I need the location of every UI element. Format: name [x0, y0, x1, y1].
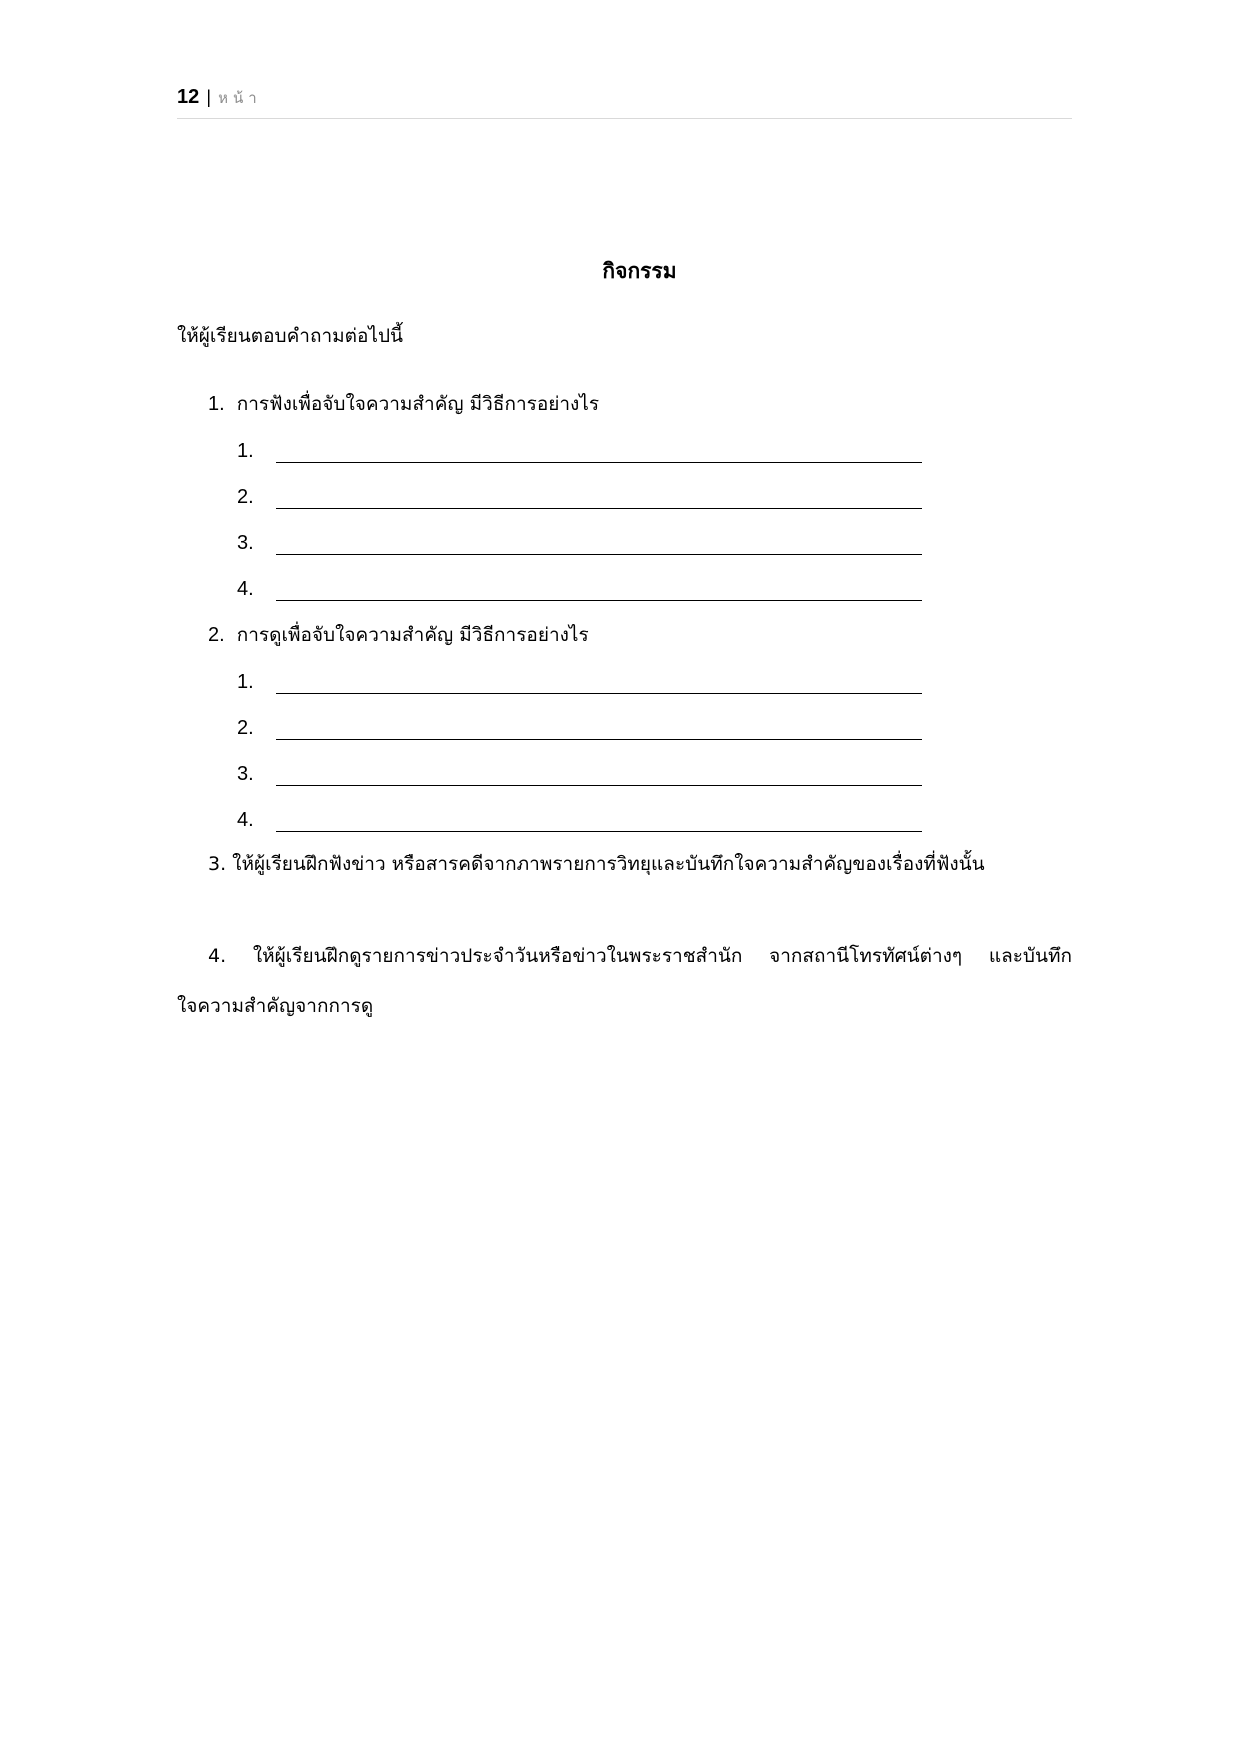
- task-4-paragraph: 4. ให้ผู้เรียนฝึกดูรายการข่าวประจำวันหรือข่าวในพระราชสำนัก จากสถานีโทรทัศน์ต่างๆ และบันทึกใจความสำคัญจากการดู: [177, 945, 1072, 1017]
- question-2: [208, 620, 589, 650]
- question-number: 2.: [208, 624, 225, 646]
- answer-line-2-3[interactable]: [237, 759, 922, 789]
- blank-line: [276, 739, 922, 740]
- header-separator: |: [206, 87, 212, 107]
- answer-number: 4.: [237, 809, 254, 831]
- answer-line-1-3[interactable]: [237, 528, 922, 558]
- question-1: [208, 389, 599, 419]
- question-text: การดูเพื่อจับใจความสำคัญ มีวิธีการอย่างไร: [236, 624, 589, 646]
- answer-number: 2.: [237, 486, 254, 508]
- question-number: 1.: [208, 393, 225, 415]
- page-label: หน้า: [218, 89, 262, 107]
- blank-line: [276, 785, 922, 786]
- answer-line-1-4[interactable]: [237, 574, 922, 604]
- answer-number: 3.: [237, 532, 254, 554]
- blank-line: [276, 554, 922, 555]
- answer-line-2-1[interactable]: [237, 667, 922, 697]
- blank-line: [276, 831, 922, 832]
- answer-line-1-2[interactable]: [237, 482, 922, 512]
- answer-number: 4.: [237, 578, 254, 600]
- instructions: ให้ผู้เรียนตอบคำถามต่อไปนี้: [177, 325, 403, 347]
- blank-line: [276, 508, 922, 509]
- answer-number: 2.: [237, 717, 254, 739]
- answer-number: 3.: [237, 763, 254, 785]
- page-header: [177, 82, 1072, 119]
- answer-number: 1.: [237, 671, 254, 693]
- activity-title: กิจกรรม: [602, 259, 677, 283]
- blank-line: [276, 600, 922, 601]
- page-number: 12: [177, 86, 200, 108]
- question-text: การฟังเพื่อจับใจความสำคัญ มีวิธีการอย่างไร: [236, 393, 600, 415]
- blank-line: [276, 693, 922, 694]
- answer-line-2-4[interactable]: [237, 805, 922, 835]
- task-3-paragraph: 3. ให้ผู้เรียนฝึกฟังข่าว หรือสารคดีจากภาพรายการวิทยุและบันทึกใจความสำคัญของเรื่องที่ฟังนั้น: [208, 853, 985, 875]
- answer-line-1-1[interactable]: [237, 436, 922, 466]
- answer-number: 1.: [237, 440, 254, 462]
- blank-line: [276, 462, 922, 463]
- answer-line-2-2[interactable]: [237, 713, 922, 743]
